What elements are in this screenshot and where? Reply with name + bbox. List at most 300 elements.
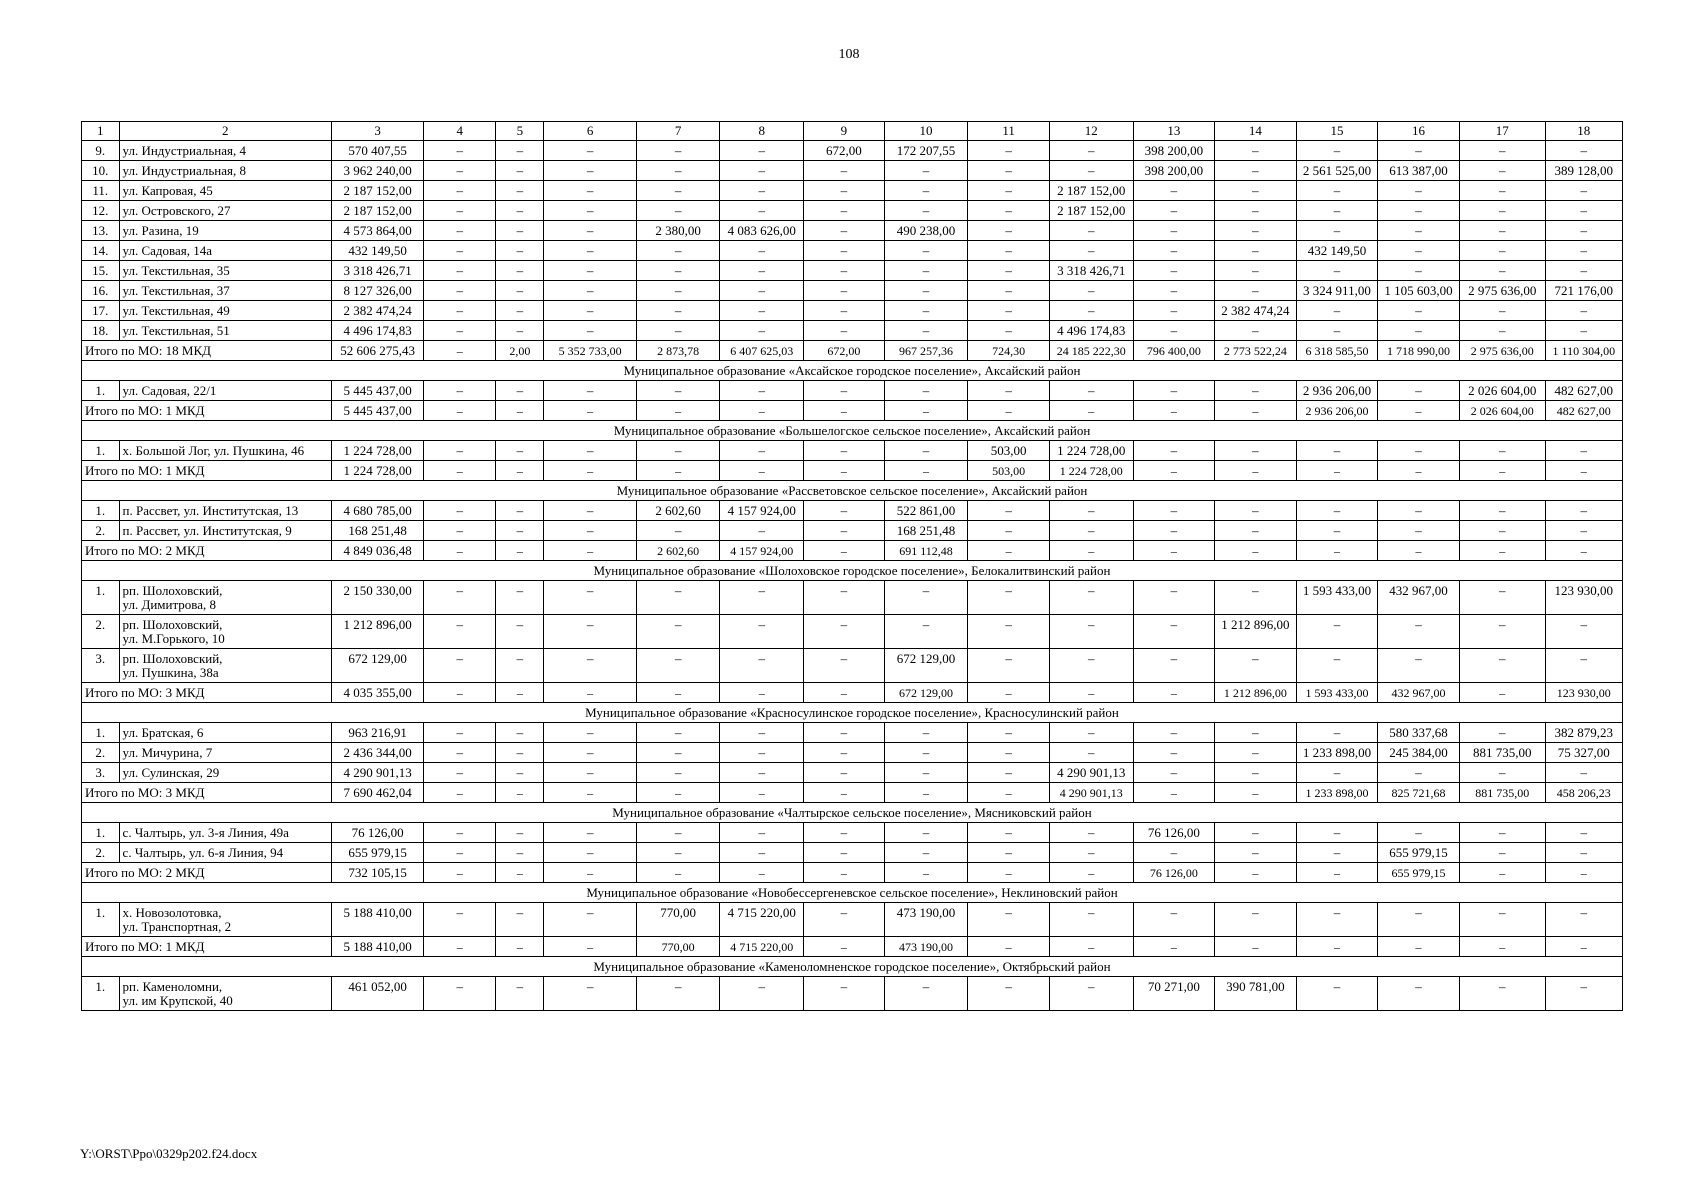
table-row: [82, 201, 1623, 221]
value-cell: –: [636, 301, 720, 321]
value-cell: –: [1133, 783, 1215, 803]
value-cell: 490 238,00: [884, 221, 968, 241]
value-cell: 796 400,00: [1133, 341, 1215, 361]
value-cell: –: [884, 823, 968, 843]
value-cell: 432 967,00: [1378, 683, 1460, 703]
value-cell: –: [1378, 221, 1460, 241]
value-cell: –: [544, 937, 636, 957]
value-cell: –: [968, 381, 1050, 401]
value-cell: –: [1545, 501, 1622, 521]
value-cell: –: [1378, 521, 1460, 541]
table-row: [82, 723, 1623, 743]
address-cell: [119, 581, 331, 615]
section-heading-row: [82, 883, 1623, 903]
value-cell: –: [804, 381, 884, 401]
value-cell: –: [424, 581, 496, 615]
value-cell: 390 781,00: [1215, 977, 1297, 1011]
value-cell: 389 128,00: [1545, 161, 1622, 181]
value-cell: –: [496, 221, 544, 241]
value-cell: –: [804, 863, 884, 883]
value-cell: –: [1378, 615, 1460, 649]
value-cell: –: [1296, 521, 1378, 541]
address-line: ул. Текстильная, 51: [122, 323, 230, 338]
value-cell: 2 975 636,00: [1459, 341, 1545, 361]
value-cell: –: [1545, 201, 1622, 221]
value-cell: –: [1049, 937, 1133, 957]
value-cell: 672,00: [804, 341, 884, 361]
value-cell: –: [636, 783, 720, 803]
value-cell: –: [968, 261, 1050, 281]
value-cell: –: [1133, 501, 1215, 521]
total-amount: 5 445 437,00: [332, 401, 424, 421]
total-label: Итого по МО: 1 МКД: [82, 937, 332, 957]
value-cell: –: [968, 903, 1050, 937]
value-cell: –: [636, 683, 720, 703]
value-cell: –: [720, 763, 804, 783]
value-cell: –: [968, 181, 1050, 201]
value-cell: –: [804, 683, 884, 703]
value-cell: –: [424, 401, 496, 421]
address-line: ул. Братская, 6: [122, 725, 204, 740]
value-cell: –: [544, 281, 636, 301]
value-cell: –: [1215, 763, 1297, 783]
section-heading-row: [82, 361, 1623, 381]
value-cell: –: [1545, 441, 1622, 461]
value-cell: –: [1296, 763, 1378, 783]
value-cell: –: [1296, 261, 1378, 281]
value-cell: –: [1296, 977, 1378, 1011]
value-cell: –: [1459, 161, 1545, 181]
value-cell: –: [884, 241, 968, 261]
value-cell: 6 318 585,50: [1296, 341, 1378, 361]
value-cell: –: [636, 161, 720, 181]
value-cell: –: [544, 783, 636, 803]
value-cell: –: [1296, 461, 1378, 481]
value-cell: 458 206,23: [1545, 783, 1622, 803]
value-cell: –: [1545, 903, 1622, 937]
row-number: 2.: [82, 843, 120, 863]
value-cell: –: [1378, 401, 1460, 421]
value-cell: –: [636, 441, 720, 461]
value-cell: –: [1545, 763, 1622, 783]
column-number-cell: 3: [332, 122, 424, 141]
value-cell: 382 879,23: [1545, 723, 1622, 743]
value-cell: –: [1459, 301, 1545, 321]
value-cell: –: [1049, 843, 1133, 863]
address-line: ул. Индустриальная, 8: [122, 163, 246, 178]
address-line: ул. им Крупской, 40: [122, 993, 233, 1008]
value-cell: –: [720, 723, 804, 743]
value-cell: –: [968, 521, 1050, 541]
value-cell: –: [1545, 261, 1622, 281]
value-cell: –: [544, 201, 636, 221]
column-number-cell: 5: [496, 122, 544, 141]
value-cell: –: [1459, 649, 1545, 683]
value-cell: –: [884, 281, 968, 301]
value-cell: –: [544, 743, 636, 763]
column-number-row: [82, 122, 1623, 141]
value-cell: –: [424, 161, 496, 181]
value-cell: 482 627,00: [1545, 401, 1622, 421]
total-amount: 7 690 462,04: [332, 783, 424, 803]
value-cell: –: [968, 649, 1050, 683]
address-line: с. Чалтырь, ул. 3-я Линия, 49а: [122, 825, 289, 840]
value-cell: –: [1049, 649, 1133, 683]
row-number: 2.: [82, 521, 120, 541]
value-cell: –: [720, 783, 804, 803]
table-row: [82, 281, 1623, 301]
value-cell: –: [1133, 763, 1215, 783]
row-number: 1.: [82, 581, 120, 615]
value-cell: –: [1049, 381, 1133, 401]
value-cell: –: [968, 843, 1050, 863]
total-amount: 76 126,00: [332, 823, 424, 843]
value-cell: –: [968, 977, 1050, 1011]
value-cell: –: [544, 461, 636, 481]
column-number-cell: 15: [1296, 122, 1378, 141]
value-cell: –: [1459, 541, 1545, 561]
value-cell: –: [1296, 903, 1378, 937]
value-cell: –: [496, 281, 544, 301]
table-row: [82, 615, 1623, 649]
value-cell: –: [1133, 743, 1215, 763]
value-cell: 721 176,00: [1545, 281, 1622, 301]
address-line: ул. Текстильная, 35: [122, 263, 230, 278]
value-cell: –: [720, 381, 804, 401]
value-cell: –: [1133, 201, 1215, 221]
value-cell: –: [1545, 521, 1622, 541]
value-cell: –: [1133, 441, 1215, 461]
row-number: 1.: [82, 823, 120, 843]
value-cell: –: [1133, 683, 1215, 703]
value-cell: –: [1459, 261, 1545, 281]
address-cell: [119, 501, 331, 521]
address-line: ул. Текстильная, 37: [122, 283, 230, 298]
table-row: [82, 441, 1623, 461]
column-number-cell: 7: [636, 122, 720, 141]
value-cell: –: [496, 743, 544, 763]
value-cell: –: [424, 763, 496, 783]
value-cell: –: [720, 261, 804, 281]
value-cell: –: [636, 241, 720, 261]
value-cell: –: [1215, 541, 1297, 561]
table-row: [82, 241, 1623, 261]
value-cell: 1 105 603,00: [1378, 281, 1460, 301]
value-cell: –: [804, 461, 884, 481]
value-cell: 70 271,00: [1133, 977, 1215, 1011]
column-number-cell: 8: [720, 122, 804, 141]
value-cell: –: [720, 843, 804, 863]
value-cell: –: [1459, 903, 1545, 937]
row-number: 15.: [82, 261, 120, 281]
value-cell: –: [968, 723, 1050, 743]
value-cell: 24 185 222,30: [1049, 341, 1133, 361]
value-cell: –: [1296, 615, 1378, 649]
value-cell: –: [1545, 141, 1622, 161]
value-cell: –: [636, 401, 720, 421]
value-cell: –: [884, 201, 968, 221]
value-cell: 2 026 604,00: [1459, 381, 1545, 401]
value-cell: –: [496, 381, 544, 401]
column-number-cell: 13: [1133, 122, 1215, 141]
total-amount: 2 382 474,24: [332, 301, 424, 321]
value-cell: –: [1215, 649, 1297, 683]
value-cell: 2 936 206,00: [1296, 381, 1378, 401]
value-cell: –: [1215, 937, 1297, 957]
value-cell: –: [1296, 141, 1378, 161]
value-cell: –: [968, 743, 1050, 763]
column-number-cell: 9: [804, 122, 884, 141]
value-cell: 482 627,00: [1545, 381, 1622, 401]
value-cell: –: [636, 843, 720, 863]
value-cell: 2 602,60: [636, 541, 720, 561]
value-cell: –: [1296, 201, 1378, 221]
value-cell: –: [1459, 863, 1545, 883]
value-cell: 473 190,00: [884, 937, 968, 957]
value-cell: –: [496, 181, 544, 201]
value-cell: 4 157 924,00: [720, 501, 804, 521]
value-cell: 473 190,00: [884, 903, 968, 937]
value-cell: –: [720, 401, 804, 421]
section-heading-row: [82, 957, 1623, 977]
value-cell: –: [1133, 181, 1215, 201]
value-cell: –: [720, 521, 804, 541]
value-cell: –: [1049, 241, 1133, 261]
value-cell: –: [720, 441, 804, 461]
value-cell: 2 936 206,00: [1296, 401, 1378, 421]
value-cell: –: [1215, 441, 1297, 461]
value-cell: 1 593 433,00: [1296, 581, 1378, 615]
table-row: [82, 581, 1623, 615]
value-cell: –: [424, 341, 496, 361]
value-cell: –: [1133, 521, 1215, 541]
value-cell: –: [1133, 381, 1215, 401]
value-cell: 1 233 898,00: [1296, 743, 1378, 763]
value-cell: –: [720, 141, 804, 161]
value-cell: –: [1459, 823, 1545, 843]
value-cell: 2 026 604,00: [1459, 401, 1545, 421]
total-amount: 2 436 344,00: [332, 743, 424, 763]
value-cell: 691 112,48: [884, 541, 968, 561]
total-amount: 1 224 728,00: [332, 461, 424, 481]
row-number: 16.: [82, 281, 120, 301]
value-cell: –: [496, 723, 544, 743]
value-cell: –: [1545, 863, 1622, 883]
total-amount: 3 318 426,71: [332, 261, 424, 281]
value-cell: –: [496, 763, 544, 783]
value-cell: 4 083 626,00: [720, 221, 804, 241]
value-cell: 1 212 896,00: [1215, 683, 1297, 703]
value-cell: 6 407 625,03: [720, 341, 804, 361]
value-cell: 398 200,00: [1133, 161, 1215, 181]
value-cell: –: [544, 723, 636, 743]
value-cell: –: [720, 181, 804, 201]
value-cell: 672 129,00: [884, 649, 968, 683]
value-cell: –: [544, 241, 636, 261]
value-cell: –: [720, 161, 804, 181]
table-row: [82, 501, 1623, 521]
value-cell: 1 593 433,00: [1296, 683, 1378, 703]
address-line: п. Рассвет, ул. Институтская, 13: [122, 503, 299, 518]
column-number-cell: 17: [1459, 122, 1545, 141]
value-cell: –: [636, 763, 720, 783]
total-row: [82, 863, 1623, 883]
value-cell: –: [804, 161, 884, 181]
value-cell: –: [1296, 321, 1378, 341]
value-cell: –: [1133, 221, 1215, 241]
value-cell: –: [1215, 181, 1297, 201]
value-cell: –: [968, 221, 1050, 241]
total-amount: 655 979,15: [332, 843, 424, 863]
value-cell: –: [968, 615, 1050, 649]
table-row: [82, 843, 1623, 863]
total-amount: 168 251,48: [332, 521, 424, 541]
address-line: ул. Капровая, 45: [122, 183, 213, 198]
address-line: х. Новозолотовка,: [122, 905, 222, 920]
value-cell: –: [636, 281, 720, 301]
value-cell: –: [636, 321, 720, 341]
value-cell: –: [804, 723, 884, 743]
value-cell: 4 157 924,00: [720, 541, 804, 561]
value-cell: –: [804, 937, 884, 957]
value-cell: –: [1378, 763, 1460, 783]
total-amount: 672 129,00: [332, 649, 424, 683]
value-cell: –: [496, 321, 544, 341]
value-cell: –: [424, 381, 496, 401]
value-cell: –: [636, 581, 720, 615]
value-cell: –: [1459, 843, 1545, 863]
total-label: Итого по МО: 2 МКД: [82, 541, 332, 561]
total-amount: 963 216,91: [332, 723, 424, 743]
value-cell: –: [1545, 301, 1622, 321]
value-cell: –: [1049, 743, 1133, 763]
value-cell: –: [1545, 977, 1622, 1011]
column-number-cell: 4: [424, 122, 496, 141]
value-cell: –: [1133, 937, 1215, 957]
value-cell: –: [496, 977, 544, 1011]
total-row: [82, 937, 1623, 957]
value-cell: –: [1215, 843, 1297, 863]
value-cell: –: [1459, 581, 1545, 615]
value-cell: –: [804, 521, 884, 541]
row-number: 1.: [82, 723, 120, 743]
value-cell: –: [1296, 501, 1378, 521]
value-cell: 1 718 990,00: [1378, 341, 1460, 361]
value-cell: –: [1049, 301, 1133, 321]
total-amount: 4 035 355,00: [332, 683, 424, 703]
value-cell: –: [424, 863, 496, 883]
value-cell: 770,00: [636, 903, 720, 937]
value-cell: –: [1133, 903, 1215, 937]
row-number: 3.: [82, 649, 120, 683]
address-line: ул. Разина, 19: [122, 223, 199, 238]
value-cell: –: [1545, 221, 1622, 241]
total-row: [82, 783, 1623, 803]
value-cell: –: [720, 241, 804, 261]
address-line: ул. Сулинская, 29: [122, 765, 220, 780]
footer-file-path: Y:\ORST\Ppo\0329p202.f24.docx: [80, 1146, 258, 1161]
value-cell: –: [884, 301, 968, 321]
value-cell: 724,30: [968, 341, 1050, 361]
page-number: 108: [838, 47, 860, 62]
section-heading: Муниципальное образование «Шолоховское городское поселение», Белокалитвинский район: [82, 561, 1623, 581]
value-cell: –: [1215, 221, 1297, 241]
value-cell: –: [884, 863, 968, 883]
value-cell: –: [424, 521, 496, 541]
value-cell: –: [1215, 823, 1297, 843]
value-cell: –: [1378, 201, 1460, 221]
value-cell: –: [804, 241, 884, 261]
value-cell: –: [424, 783, 496, 803]
value-cell: 245 384,00: [1378, 743, 1460, 763]
value-cell: –: [884, 161, 968, 181]
value-cell: –: [1459, 321, 1545, 341]
value-cell: –: [804, 181, 884, 201]
address-line: ул. Индустриальная, 4: [122, 143, 246, 158]
value-cell: –: [1459, 201, 1545, 221]
column-number-cell: 16: [1378, 122, 1460, 141]
value-cell: –: [968, 501, 1050, 521]
address-cell: [119, 261, 331, 281]
value-cell: 655 979,15: [1378, 863, 1460, 883]
value-cell: –: [544, 541, 636, 561]
value-cell: –: [1133, 281, 1215, 301]
address-cell: [119, 615, 331, 649]
address-cell: [119, 977, 331, 1011]
value-cell: –: [544, 161, 636, 181]
value-cell: –: [1049, 401, 1133, 421]
value-cell: –: [804, 615, 884, 649]
value-cell: –: [424, 683, 496, 703]
value-cell: –: [496, 937, 544, 957]
value-cell: –: [544, 615, 636, 649]
value-cell: –: [1215, 521, 1297, 541]
value-cell: –: [1215, 241, 1297, 261]
value-cell: –: [1545, 461, 1622, 481]
value-cell: –: [424, 141, 496, 161]
address-line: х. Большой Лог, ул. Пушкина, 46: [122, 443, 305, 458]
total-label: Итого по МО: 2 МКД: [82, 863, 332, 883]
value-cell: –: [544, 181, 636, 201]
value-cell: –: [804, 783, 884, 803]
address-cell: [119, 201, 331, 221]
value-cell: –: [1378, 977, 1460, 1011]
value-cell: –: [884, 261, 968, 281]
value-cell: –: [636, 743, 720, 763]
address-line: ул. Текстильная, 49: [122, 303, 230, 318]
value-cell: –: [1049, 521, 1133, 541]
value-cell: –: [1378, 461, 1460, 481]
total-amount: 8 127 326,00: [332, 281, 424, 301]
value-cell: –: [1378, 937, 1460, 957]
value-cell: –: [1296, 823, 1378, 843]
value-cell: –: [1296, 181, 1378, 201]
value-cell: –: [544, 401, 636, 421]
value-cell: –: [424, 201, 496, 221]
value-cell: –: [884, 743, 968, 763]
row-number: 1.: [82, 441, 120, 461]
address-cell: [119, 823, 331, 843]
value-cell: –: [968, 823, 1050, 843]
value-cell: –: [720, 823, 804, 843]
value-cell: –: [544, 521, 636, 541]
value-cell: –: [496, 683, 544, 703]
value-cell: –: [424, 241, 496, 261]
value-cell: –: [1378, 141, 1460, 161]
value-cell: –: [496, 783, 544, 803]
value-cell: –: [1378, 823, 1460, 843]
value-cell: –: [1049, 823, 1133, 843]
